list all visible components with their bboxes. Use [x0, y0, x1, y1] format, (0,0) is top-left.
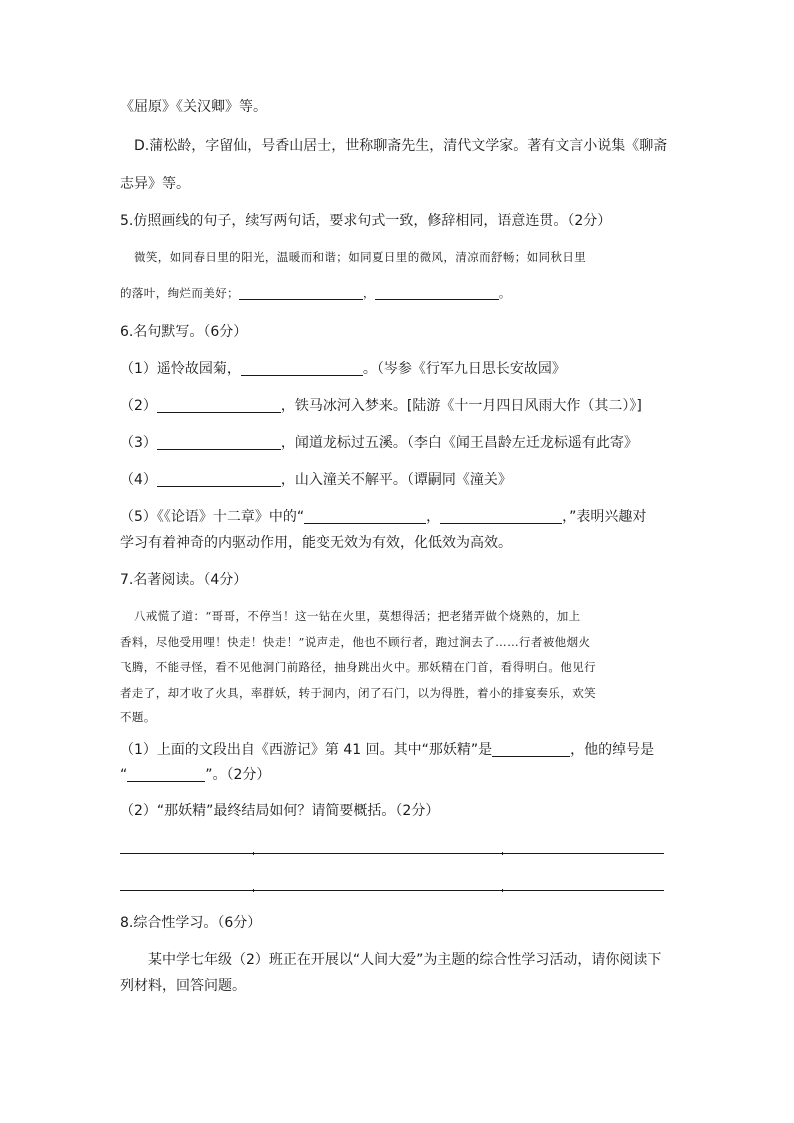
passage-line [134, 606, 694, 626]
text: （1）遥怜故园菊， [120, 361, 241, 377]
text: 。 [498, 286, 511, 300]
answer-blank[interactable] [492, 742, 570, 757]
passage-line [120, 683, 680, 703]
text: ”。（2分） [205, 767, 271, 783]
question-6-item-2 [120, 396, 680, 416]
text-line [120, 97, 680, 117]
text: （1）上面的文段出自《西游记》第 41 回。其中“那妖精”是 [120, 742, 493, 758]
text: ，他的绰号是 [570, 742, 655, 758]
question-6-item-1 [120, 359, 680, 379]
text: 飞腾，不能寻怪，看不见他洞门前路径，抽身跳出火中。那妖精在门首，看得明白。他见行 [120, 660, 596, 674]
text: “ [120, 767, 128, 783]
text: 者走了，却才收了火具，率群妖，转于洞内，闭了石门，以为得胜，着小的排宴奏乐，欢笑 [120, 686, 596, 700]
text: 8.综合性学习。（6分） [120, 915, 262, 931]
text: ，山入潼关不解平。（谭嗣同《潼关》 [280, 472, 512, 488]
text: ，闻道龙标过五溪。（李白《闻王昌龄左迁龙标遥有此寄》 [280, 435, 638, 451]
text: 微笑，如同春日里的阳光，温暖而和谐；如同夏日里的微风，清凉而舒畅；如同秋日里 [134, 250, 587, 264]
text: 6.名句默写。（6分） [120, 324, 248, 340]
question-8-text-line2 [120, 976, 680, 996]
text: D.蒲松龄，字留仙，号香山居士，世称聊斋先生，清代文学家。著有文言小说集《聊斋 [134, 138, 668, 154]
answer-blank[interactable] [304, 509, 426, 524]
question-6-item-5 [120, 507, 680, 527]
question-6-item-3 [120, 433, 680, 453]
text: 某中学七年级（2）班正在开展以“人间大爱”为主题的综合性学习活动，请你阅读下 [148, 952, 662, 968]
text: 列材料，回答问题。 [120, 978, 246, 994]
text: 的落叶，绚烂而美好； [120, 286, 239, 300]
text: 学习有着神奇的内驱动作用，能变无效为有效，化低效为高效。 [120, 535, 512, 551]
text: ，铁马冰河入梦来。[陆游《十一月四日风雨大作（其二）》] [280, 398, 642, 414]
question-5-title [120, 211, 680, 231]
text: 《屈原》《关汉卿》等。 [120, 99, 267, 115]
text: （5）《《论语》十二章》中的“ [120, 509, 305, 525]
text: 志异》等。 [120, 176, 190, 192]
answer-blank[interactable] [127, 767, 205, 782]
question-8-text-line1 [148, 950, 680, 970]
text: 。（岑参《行军九日思长安故园》 [362, 361, 566, 377]
answer-line[interactable] [120, 890, 664, 891]
text: 5.仿照画线的句子，续写两句话，要求句式一致，修辞相同，语意连贯。（2分） [120, 213, 612, 229]
answer-blank[interactable] [239, 285, 363, 300]
answer-blank[interactable] [157, 435, 281, 450]
passage-line [120, 707, 680, 727]
text: ， [426, 509, 441, 525]
question-7-item-2 [120, 801, 680, 821]
text: ，”表明兴趣对 [562, 509, 647, 525]
question-8-title [120, 913, 680, 933]
question-7-item-1-line2 [120, 765, 680, 785]
question-6-item-5-line2 [120, 533, 680, 553]
text: 不题。 [120, 710, 156, 724]
answer-line[interactable] [120, 853, 664, 854]
text: ， [363, 286, 375, 300]
option-d-line1 [134, 136, 694, 156]
question-5-example-line2 [120, 283, 680, 303]
answer-blank[interactable] [157, 472, 281, 487]
answer-blank[interactable] [375, 285, 499, 300]
question-6-title [120, 322, 680, 342]
passage-line [120, 632, 680, 652]
text: 八戒慌了道：“哥哥，不停当！这一钻在火里，莫想得活；把老猪弄做个烧熟的，加上 [134, 609, 581, 623]
question-7-item-1 [120, 740, 680, 760]
question-6-item-4 [120, 470, 680, 490]
text: （2） [120, 398, 157, 414]
passage-line [120, 657, 680, 677]
question-5-example-line1 [134, 247, 694, 267]
text: （4） [120, 472, 157, 488]
rule-tick [502, 852, 503, 855]
text: （3） [120, 435, 157, 451]
answer-blank[interactable] [157, 398, 281, 413]
question-7-title [120, 570, 680, 590]
answer-blank[interactable] [241, 361, 363, 376]
rule-tick [253, 889, 254, 892]
rule-tick [502, 889, 503, 892]
answer-blank[interactable] [440, 509, 562, 524]
rule-tick [253, 852, 254, 855]
option-d-line2 [120, 174, 680, 194]
text: （2）“那妖精”最终结局如何？请简要概括。（2分） [120, 803, 440, 819]
text: 7.名著阅读。（4分） [120, 572, 248, 588]
text: 香料，尽他受用哩！快走！快走！”说声走，他也不顾行者，跑过涧去了……行者被他烟火 [120, 635, 591, 649]
